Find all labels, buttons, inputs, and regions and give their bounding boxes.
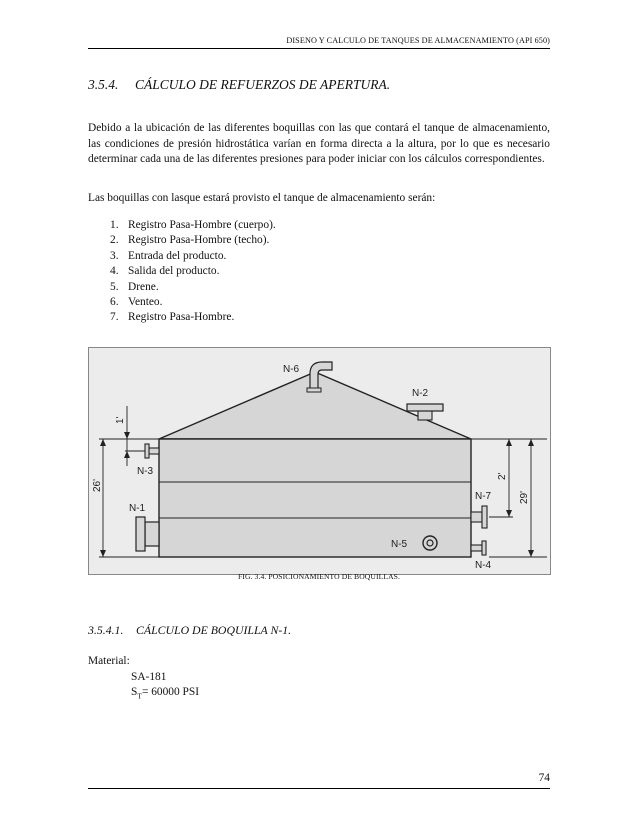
running-header: DISENO Y CALCULO DE TANQUES DE ALMACENAMIENTO (API 650) [286, 36, 550, 45]
label-n6: N-6 [283, 364, 300, 375]
section-title: CÁLCULO DE REFUERZOS DE APERTURA. [135, 77, 391, 92]
footer-rule [88, 788, 550, 789]
label-n7: N-7 [475, 491, 492, 502]
shell-manway-n1 [136, 517, 145, 551]
inlet-nozzle-n3 [145, 444, 149, 458]
material-label: Material: [88, 655, 130, 667]
tank-figure [88, 347, 551, 575]
list-item: 4. Salida del producto. [110, 265, 220, 278]
figure-caption: FIG. 3.4. POSICIONAMIENTO DE BOQUILLAS. [238, 572, 400, 581]
subsection-title: CÁLCULO DE BOQUILLA N-1. [136, 623, 292, 637]
label-n2: N-2 [412, 388, 429, 399]
material-spec: SA-181 [131, 671, 167, 683]
roof-manway-n2 [407, 404, 443, 411]
subsection-number: 3.5.4.1. [88, 623, 124, 637]
label-n5: N-5 [391, 539, 408, 550]
intro-paragraph: Debido a la ubicación de las diferentes boquillas con las que contará el tanque de almacenamiento, las condiciones de presión hidrostática varían en forma directa a la altura, por lo que es necesario determinar cada una de las diferentes presiones para poder iniciar con los cálculos correspondientes. [88, 122, 550, 166]
dim-label-29: 29' [519, 490, 530, 504]
boquillas-list [88, 218, 276, 326]
header-rule [88, 48, 550, 49]
page-number: 74 [538, 772, 550, 784]
list-item: 7. Registro Pasa-Hombre. [110, 311, 235, 324]
dim-label-2: 2' [497, 472, 508, 480]
outlet-nozzle-n4 [482, 541, 486, 555]
list-item: 6. Venteo. [110, 296, 163, 309]
dim-label-26: 26' [92, 478, 103, 492]
section-heading [88, 77, 390, 93]
label-n3: N-3 [137, 466, 154, 477]
list-item: 3. Entrada del producto. [110, 249, 227, 262]
material-st: $S_T= 60000$ PSI [131, 686, 199, 701]
tank-diagram [89, 348, 550, 574]
list-item: 2. Registro Pasa-Hombre (techo). [110, 234, 270, 247]
list-item: 1. Registro Pasa-Hombre (cuerpo). [110, 219, 276, 231]
section-number: 3.5.4. [88, 77, 119, 92]
list-intro-paragraph: Las boquillas con lasque estará provisto el tanque de almacenamiento serán: [88, 192, 436, 204]
list-item: 5. Drene. [110, 280, 159, 293]
subsection-heading [88, 623, 291, 638]
label-n1: N-1 [129, 503, 146, 514]
dim-label-1: 1' [115, 416, 126, 424]
nozzle-n7 [482, 506, 487, 528]
label-n4: N-4 [475, 560, 492, 571]
